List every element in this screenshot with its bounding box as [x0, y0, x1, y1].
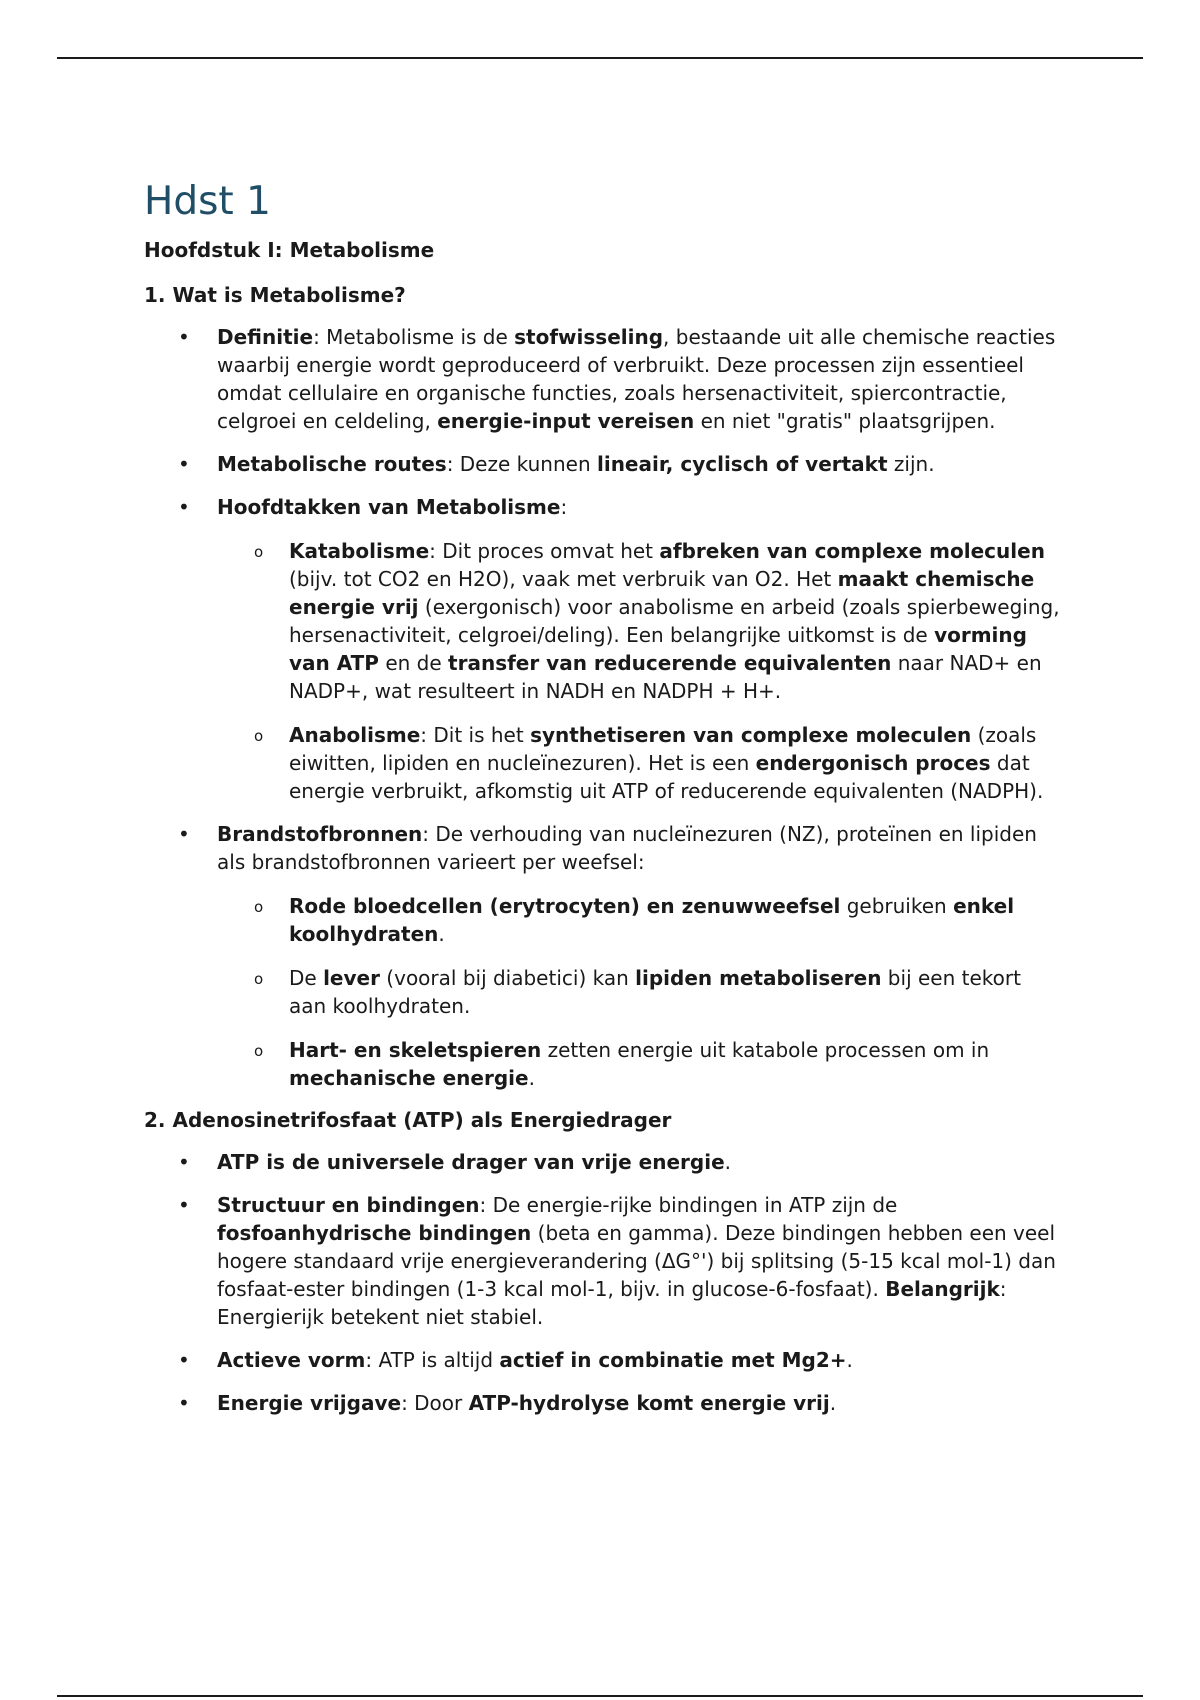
- list-item-energie-vrijgave: • Energie vrijgave: Door ATP-hydrolyse komt energie vrij.: [144, 1389, 1064, 1417]
- chapter-title: Hoofdstuk I: Metabolisme: [144, 238, 435, 262]
- list-item-actieve-vorm: • Actieve vorm: ATP is altijd actief in combinatie met Mg2+.: [144, 1346, 1064, 1374]
- document-body: [144, 178, 1064, 1432]
- sublist-item-rode-bloedcellen: o Rode bloedcellen (erytrocyten) en zenuwweefsel gebruiken enkel koolhydraten.: [217, 892, 1064, 948]
- sublist-item-spieren: o Hart- en skeletspieren zetten energie uit katabole processen om in mechanische energie.: [217, 1036, 1064, 1092]
- header-rule: [57, 57, 1143, 59]
- page-heading: Hdst 1: [144, 179, 271, 224]
- section-1-list: [144, 323, 1064, 1092]
- list-item-structuur: • Structuur en bindingen: De energie-rijke bindingen in ATP zijn de fosfoanhydrische bindingen (beta en gamma). Deze bindingen hebben een veel hogere standaard vrije energieverandering (ΔG°') bij splitsing (5-15 kcal mol-1) dan fosfaat-ester bindingen (1-3 kcal mol-1, bijv. in glucose-6-fosfaat). Belangrijk: Energierijk betekent niet stabiel.: [144, 1191, 1064, 1331]
- footer-rule: [57, 1695, 1143, 1697]
- list-item-atp-drager: • ATP is de universele drager van vrije energie.: [144, 1148, 1064, 1176]
- list-item-definitie: • Definitie: Metabolisme is de stofwisseling, bestaande uit alle chemische reacties waarbij energie wordt geproduceerd of verbruikt. Deze processen zijn essentieel omdat cellulaire en organische functies, zoals hersenactiviteit, spiercontractie, celgroei en celdeling, energie-input vereisen en niet "gratis" plaatsgrijpen.: [144, 323, 1064, 435]
- section-title-2: 2. Adenosinetrifosfaat (ATP) als Energiedrager: [144, 1108, 672, 1132]
- section-2-list: [144, 1148, 1064, 1417]
- hoofdtakken-sublist: [217, 537, 1064, 805]
- list-item-routes: • Metabolische routes: Deze kunnen lineair, cyclisch of vertakt zijn.: [144, 450, 1064, 478]
- list-item-hoofdtakken: • Hoofdtakken van Metabolisme: o Katabolisme: Dit proces omvat het afbreken van complexe moleculen (bijv. tot CO2 en H2O), vaak met verbruik van O2. Het maakt chemische energie vrij (exergonisch) voor anabolisme en arbeid (zoals spierbeweging, hersenactiviteit, celgroei/deling). Een belangrijke uitkomst is de vorming van ATP en de transfer van reducerende equivalenten naar NAD+ en NADP+, wat resulteert in NADH en NADPH + H+. o Anabolisme: Dit is het synthetiseren van complexe moleculen (zoals eiwitten, lipiden en nucleïnezuren). Het is een endergonisch proces dat energie verbruikt, afkomstig uit ATP of reducerende equivalenten (NADPH).: [144, 493, 1064, 805]
- list-item-brandstofbronnen: • Brandstofbronnen: De verhouding van nucleïnezuren (NZ), proteïnen en lipiden als brandstofbronnen varieert per weefsel: o Rode bloedcellen (erytrocyten) en zenuwweefsel gebruiken enkel koolhydraten. o De lever (vooral bij diabetici) kan lipiden metaboliseren bij een tekort aan koolhydraten. o Hart- en skeletspieren zetten energie uit katabole processen om in mechanische energie.: [144, 820, 1064, 1092]
- sublist-item-katabolisme: o Katabolisme: Dit proces omvat het afbreken van complexe moleculen (bijv. tot CO2 en H2O), vaak met verbruik van O2. Het maakt chemische energie vrij (exergonisch) voor anabolisme en arbeid (zoals spierbeweging, hersenactiviteit, celgroei/deling). Een belangrijke uitkomst is de vorming van ATP en de transfer van reducerende equivalenten naar NAD+ en NADP+, wat resulteert in NADH en NADPH + H+.: [217, 537, 1064, 705]
- brandstofbronnen-sublist: [217, 892, 1064, 1092]
- sublist-item-anabolisme: o Anabolisme: Dit is het synthetiseren van complexe moleculen (zoals eiwitten, lipiden en nucleïnezuren). Het is een endergonisch proces dat energie verbruikt, afkomstig uit ATP of reducerende equivalenten (NADPH).: [217, 721, 1064, 805]
- sublist-item-lever: o De lever (vooral bij diabetici) kan lipiden metaboliseren bij een tekort aan koolhydraten.: [217, 964, 1064, 1020]
- section-title-1: 1. Wat is Metabolisme?: [144, 283, 406, 307]
